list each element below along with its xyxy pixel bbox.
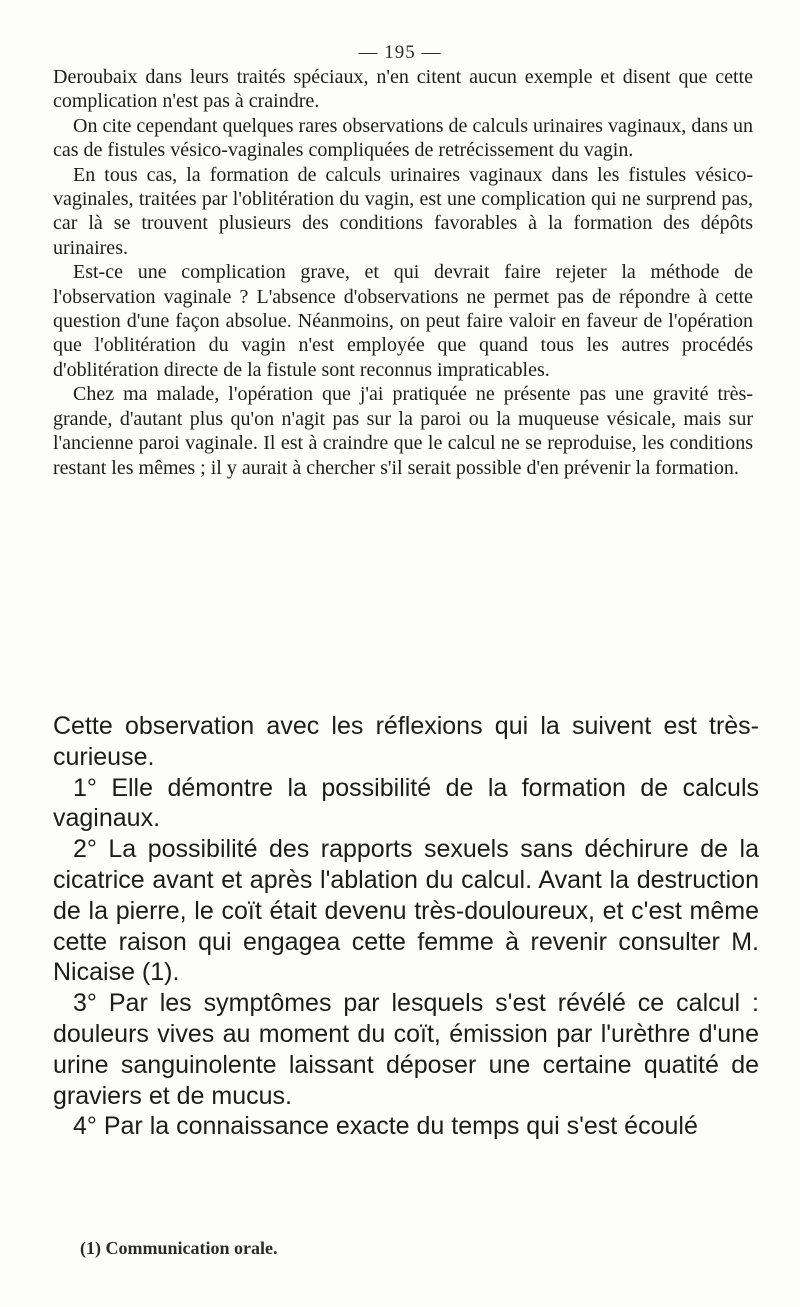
commentary-item: 4° Par la connaissance exacte du temps qui s'est écoulé — [73, 1112, 698, 1141]
body-text — [53, 65, 753, 480]
commentary-item: 3° Par les symptômes par lesquels s'est révélé ce calcul : douleurs vives au moment du coït, émission par l'urèthre d'une urine sanguinolente laissant déposer une certaine quatité de graviers et de mucus. — [53, 989, 759, 1110]
paragraph: En tous cas, la formation de calculs urinaires vaginaux dans les fistules vésico-vaginales, traitées par l'oblitération du vagin, est une complication qui ne surprend pas, car là se trouvent plusieurs des conditions favorables à la formation des dépôts urinaires. — [53, 163, 753, 259]
commentary-item: 1° Elle démontre la possibilité de la formation de calculs vaginaux. — [53, 773, 759, 833]
paragraph: Deroubaix dans leurs traités spéciaux, n'en citent aucun exemple et disent que cette complication n'est pas à craindre. — [53, 66, 753, 113]
footnote: (1) Communication orale. — [80, 1238, 278, 1258]
paragraph: On cite cependant quelques rares observations de calculs urinaires vaginaux, dans un cas de fistules vésico-vaginales compliquées de retrécissement du vagin. — [53, 114, 753, 162]
paragraph: Est-ce une complication grave, et qui devrait faire rejeter la méthode de l'observation vaginale ? L'absence d'observations ne permet pas de répondre à cette question d'une façon absolue. Néanmoins, on peut faire valoir en faveur de l'opération que l'oblitération du vagin n'est employée que quand tous les autres procédés d'oblitération directe de la fistule sont reconnus impraticables. — [53, 261, 753, 381]
page-number: — 195 — — [358, 42, 442, 63]
commentary-intro: Cette observation avec les réflexions qui la suivent est très-curieuse. — [53, 712, 759, 771]
commentary-section — [53, 711, 759, 1142]
commentary-item: 2° La possibilité des rapports sexuels sans déchirure de la cicatrice avant et après l'ablation du calcul. Avant la destruction de la pierre, le coït était devenu très-douloureux, et c'est même cette raison qui engagea cette femme à revenir consulter M. Nicaise (1). — [53, 835, 759, 987]
paragraph: Chez ma malade, l'opération que j'ai pratiquée ne présente pas une gravité très-grande, d'autant plus qu'on n'agit pas sur la paroi ou la muqueuse vésicale, mais sur l'ancienne paroi vaginale. Il est à craindre que le calcul ne se reproduise, les conditions restant les mêmes ; il y aurait à chercher s'il serait possible d'en prévenir la formation. — [53, 383, 753, 479]
